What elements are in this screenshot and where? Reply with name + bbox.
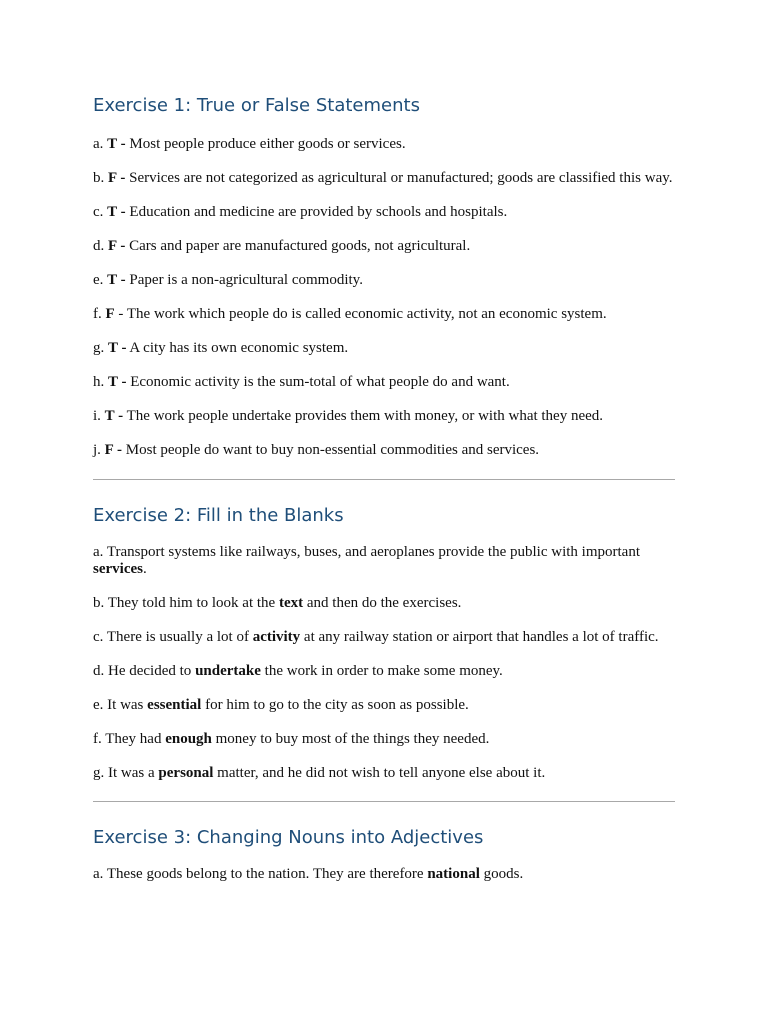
answer-mark: F [105, 306, 115, 322]
exercise-1-item-i [93, 408, 675, 425]
item-label: b. [93, 170, 108, 186]
answer-word: enough [165, 731, 212, 747]
exercise-2-item-b [93, 595, 675, 612]
item-label: c. [93, 204, 108, 220]
item-text: The work people undertake provides them with money, or with what they need. [123, 408, 604, 424]
item-text-before: f. They had [93, 731, 166, 747]
answer-word: services [93, 561, 143, 577]
item-text-before: b. They told him to look at the [93, 595, 279, 611]
exercise-3-list [93, 866, 675, 883]
exercise-2-title: Exercise 2: Fill in the Blanks [93, 505, 344, 526]
exercise-2-item-g [93, 765, 675, 782]
item-text-before: a. These goods belong to the nation. They are therefore [93, 866, 428, 882]
answer-mark: T - [107, 204, 126, 220]
answer-mark: T - [107, 136, 126, 152]
exercise-1-item-e [93, 272, 675, 289]
item-text: - The work which people do is called economic activity, not an economic system. [114, 306, 607, 322]
exercise-1-item-j [93, 442, 675, 459]
item-text-after: money to buy most of the things they needed. [211, 731, 490, 747]
document-content [93, 94, 675, 883]
answer-mark: F - [108, 170, 126, 186]
item-label: e. [93, 272, 108, 288]
item-text-before: g. It was a [93, 765, 159, 781]
exercise-3-item-a [93, 866, 675, 883]
exercise-1-item-g [93, 340, 675, 357]
answer-mark: F - [108, 238, 126, 254]
item-text-after: . [142, 561, 147, 577]
exercise-2-item-f [93, 731, 675, 748]
item-text-after: at any railway station or airport that handles a lot of traffic. [300, 629, 659, 645]
exercise-2-item-a [93, 544, 675, 578]
exercise-1-item-d [93, 238, 675, 255]
item-text: Economic activity is the sum-total of what people do and want. [126, 374, 510, 390]
answer-word: essential [147, 697, 202, 713]
item-label: h. [93, 374, 108, 390]
answer-mark: T - [108, 340, 127, 356]
answer-mark: T - [104, 408, 124, 424]
answer-word: national [427, 866, 480, 882]
item-text: Education and medicine are provided by schools and hospitals. [125, 204, 508, 220]
exercise-2-item-d [93, 663, 675, 680]
item-text: A city has its own economic system. [126, 340, 349, 356]
item-text: Cars and paper are manufactured goods, not agricultural. [125, 238, 471, 254]
item-text: Paper is a non-agricultural commodity. [125, 272, 363, 288]
item-text: Most people do want to buy non-essential commodities and services. [122, 442, 540, 458]
section-divider [93, 801, 675, 802]
item-label: g. [93, 340, 108, 356]
answer-mark: T - [107, 272, 126, 288]
item-text-after: the work in order to make some money. [260, 663, 503, 679]
exercise-1-list [93, 136, 675, 459]
item-text-before: e. It was [93, 697, 148, 713]
item-label: i. [93, 408, 105, 424]
item-text-after: and then do the exercises. [303, 595, 462, 611]
exercise-1-item-f [93, 306, 675, 323]
item-text-before: c. There is usually a lot of [93, 629, 253, 645]
item-text-after: goods. [479, 866, 524, 882]
item-text-after: for him to go to the city as soon as possible. [201, 697, 469, 713]
item-label: a. [93, 136, 108, 152]
item-text-before: a. Transport systems like railways, buses, and aeroplanes provide the public with important [93, 544, 640, 560]
answer-mark: F - [104, 442, 123, 458]
exercise-2-item-e [93, 697, 675, 714]
answer-word: activity [252, 629, 301, 645]
item-text-after: matter, and he did not wish to tell anyone else about it. [213, 765, 546, 781]
item-label: f. [93, 306, 106, 322]
exercise-2-list [93, 544, 675, 782]
exercise-2-item-c [93, 629, 675, 646]
answer-word: text [278, 595, 304, 611]
item-text-before: d. He decided to [93, 663, 196, 679]
answer-word: personal [158, 765, 214, 781]
exercise-1-item-h [93, 374, 675, 391]
answer-word: undertake [195, 663, 261, 679]
answer-mark: T - [108, 374, 127, 390]
exercise-1-title: Exercise 1: True or False Statements [93, 95, 420, 116]
exercise-1-item-c [93, 204, 675, 221]
exercise-1-item-b [93, 170, 675, 187]
item-text: Most people produce either goods or services. [125, 136, 406, 152]
section-divider [93, 479, 675, 480]
item-label: j. [93, 442, 105, 458]
item-text: Services are not categorized as agricultural or manufactured; goods are classified this way. [125, 170, 673, 186]
item-label: d. [93, 238, 108, 254]
exercise-3-title: Exercise 3: Changing Nouns into Adjectives [93, 827, 484, 848]
exercise-1-item-a [93, 136, 675, 153]
